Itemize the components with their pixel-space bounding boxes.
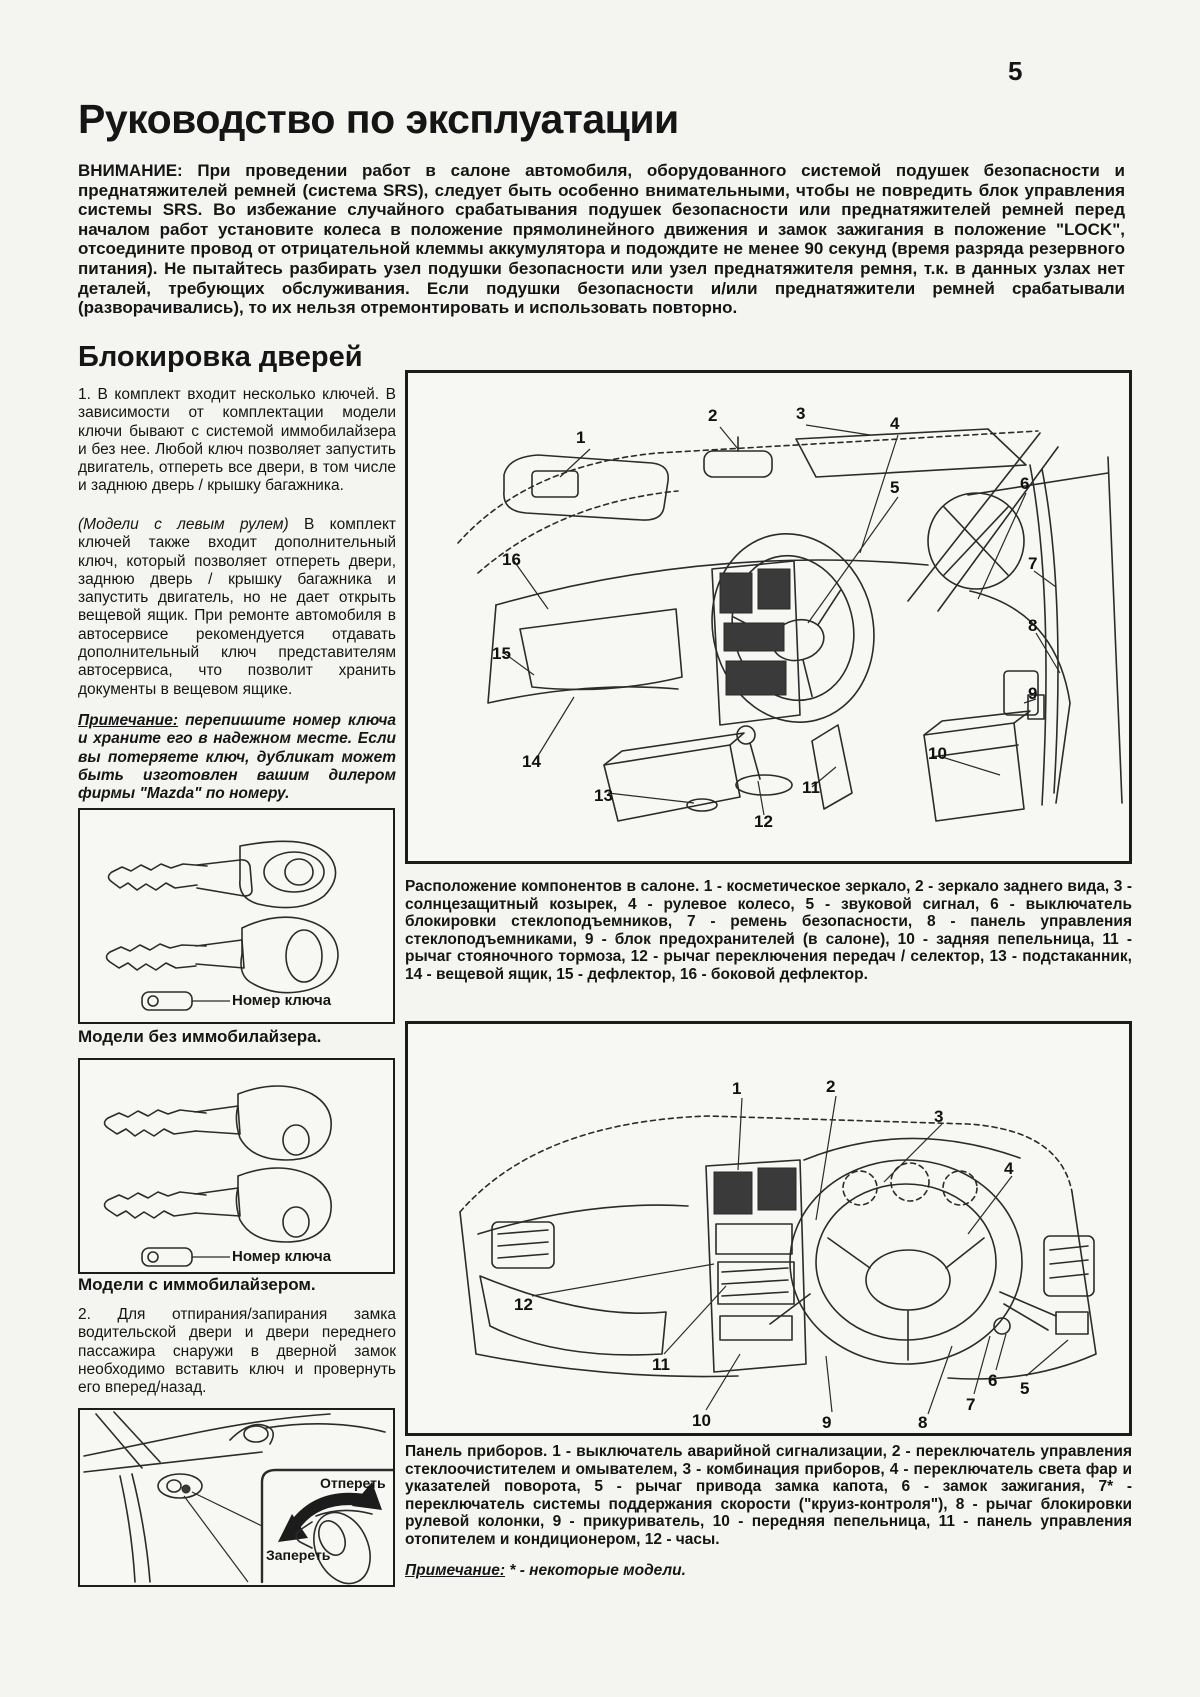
page-title: Руководство по эксплуатации	[78, 96, 679, 142]
figure-instrument-panel	[405, 1021, 1132, 1436]
key-number-tag-icon	[142, 992, 230, 1010]
door-lock-illustration	[80, 1410, 393, 1585]
caption-instrument-panel: Панель приборов. 1 - выключатель аварийной сигнализации, 2 - переключатель управления стеклоочистителем и омывателем, 3 - комбинация приборов, 4 - переключатель света фар и указателей поворота, 5 - рычаг привода замка капота, 6 - замок зажигания, 7* - переключатель системы поддержания скорости ("круиз-контроля"), 8 - рычаг блокировки рулевой колонки, 9 - прикуриватель, 10 - передняя пепельница, 11 - панель управления отопителем и кондиционером, 12 - часы.	[405, 1443, 1132, 1548]
panel-note-text: * - некоторые модели.	[505, 1562, 686, 1579]
callout-number: 14	[522, 752, 541, 771]
key-number-label: Номер ключа	[232, 992, 332, 1009]
caption-no-immobilizer: Модели без иммобилайзера.	[78, 1027, 322, 1046]
figure-interior-components	[405, 370, 1132, 864]
callout-number: 2	[826, 1077, 836, 1096]
callout-number: 5	[890, 478, 900, 497]
callout-number: 16	[502, 550, 521, 569]
figure-door-lock	[78, 1408, 395, 1587]
callout-number: 11	[802, 778, 820, 797]
figure-keys-immobilizer	[78, 1058, 395, 1274]
caption-immobilizer: Модели с иммобилайзером.	[78, 1275, 316, 1294]
note-key-number	[78, 712, 396, 803]
callout-number: 6	[1020, 474, 1030, 493]
callout-number: 2	[708, 406, 718, 425]
interior-diagram	[408, 373, 1129, 861]
callout-number: 10	[928, 744, 947, 763]
callout-number: 3	[796, 404, 806, 423]
callout-number: 10	[692, 1411, 711, 1430]
callout-number: 4	[1004, 1159, 1014, 1178]
paragraph-keys-2	[78, 516, 396, 699]
callout-number: 7	[966, 1395, 976, 1414]
panel-note	[405, 1562, 1132, 1580]
callout-number: 12	[754, 812, 773, 831]
callout-number: 11	[652, 1355, 670, 1374]
panel-diagram	[408, 1024, 1129, 1433]
key-number-tag-icon	[142, 1248, 230, 1266]
figure-keys-no-immobilizer	[78, 808, 395, 1024]
note-label: Примечание:	[78, 712, 179, 729]
paragraph-door-lock: 2. Для отпирания/запирания замка водительской двери и двери переднего пассажира снаружи в дверной замок необходимо вставить ключ и провернуть его вперед/назад.	[78, 1306, 396, 1397]
paragraph-keys-2-rest: В комплект ключей также входит дополнительный ключ, который позволяет отпереть двери, заднюю дверь / крышку багажника и запустить двигатель, но не дает открыть вещевой ящик. При ремонте автомобиля в автосервисе рекомендуется отдавать дополнительный ключ представителям автосервиса, что позволит хранить документы в вещевом ящике.	[78, 516, 396, 698]
panel-note-label: Примечание:	[405, 1562, 506, 1579]
callout-number: 13	[594, 786, 613, 805]
callout-number: 8	[1028, 616, 1038, 635]
callout-number: 9	[822, 1413, 832, 1432]
note-body: перепишите номер ключа и храните его в надежном месте. Если вы потеряете ключ, дубликат может быть изготовлен вашим дилером фирмы "Mazda" по номеру.	[78, 712, 396, 803]
srs-warning-text: ВНИМАНИЕ: При проведении работ в салоне автомобиля, оборудованного системой подушек безопасности и преднатяжителей ремней (система SRS), следует быть особенно внимательными, чтобы не повредить блок управления системы SRS. Во избежание случайного срабатывания подушек безопасности или преднатяжителей ремней перед началом работ установите колеса в положение прямолинейного движения и замок зажигания в положение "LOCK", отсоедините провод от отрицательной клеммы аккумулятора и подождите не менее 90 секунд (время разряда резервного питания). Не пытайтесь разбирать узел подушки безопасности или узел преднатяжителя ремня, т.к. в данных узлах нет деталей, требующих обслуживания. Если подушки безопасности и/или преднатяжители ремней срабатывали (разворачивались), то их нельзя отремонтировать и использовать повторно.	[78, 161, 1125, 318]
key-number-label: Номер ключа	[232, 1248, 332, 1265]
callout-number: 9	[1028, 684, 1038, 703]
paragraph-keys-2-lead: (Модели с левым рулем)	[78, 516, 289, 533]
keys-immobilizer-illustration	[80, 1060, 393, 1272]
callout-number: 6	[988, 1371, 998, 1390]
callout-number: 1	[576, 428, 586, 447]
callout-number: 12	[514, 1295, 533, 1314]
callout-number: 7	[1028, 554, 1038, 573]
callout-number: 3	[934, 1107, 944, 1126]
door-unlock-label: Отпереть	[320, 1475, 386, 1491]
callout-number: 8	[918, 1413, 928, 1432]
paragraph-keys-1: 1. В комплект входит несколько ключей. В зависимости от комплектации модели ключи бывают с системой иммобилайзера и без нее. Любой ключ позволяет запустить двигатель, отпереть все двери, в том числе и заднюю дверь / крышку багажника.	[78, 386, 396, 495]
door-lock-label: Запереть	[266, 1547, 331, 1563]
keys-no-immobilizer-illustration	[80, 810, 393, 1022]
callout-number: 5	[1020, 1379, 1030, 1398]
caption-interior-components: Расположение компонентов в салоне. 1 - косметическое зеркало, 2 - зеркало заднего вида, 3 - солнцезащитный козырек, 4 - рулевое колесо, 5 - звуковой сигнал, 6 - выключатель блокировки стеклоподъемников, 7 - ремень безопасности, 8 - панель управления стеклоподъемниками, 9 - блок предохранителей (в салоне), 10 - задняя пепельница, 11 - рычаг стояночного тормоза, 12 - рычаг переключения передач / селектор, 13 - подстаканник, 14 - вещевой ящик, 15 - дефлектор, 16 - боковой дефлектор.	[405, 878, 1132, 983]
section-title-door-locking: Блокировка дверей	[78, 341, 363, 373]
page-number: 5	[1008, 56, 1023, 86]
callout-number: 1	[732, 1079, 742, 1098]
callout-number: 4	[890, 414, 900, 433]
callout-number: 15	[492, 644, 511, 663]
